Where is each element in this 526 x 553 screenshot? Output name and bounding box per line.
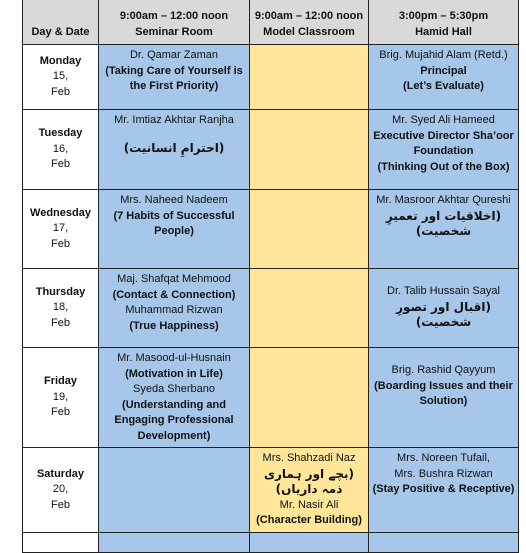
hamid-cell: Dr. Talib Hussain Sayal (اقبال اور تصورِ شخصیت) <box>369 269 519 348</box>
model-cell <box>250 269 369 348</box>
header-model-classroom <box>250 0 369 45</box>
hamid-cell: Brig. Rashid Qayyum (Boarding Issues and their Solution) <box>369 348 519 448</box>
header-row <box>23 0 519 45</box>
day-cell: Friday 19, Feb <box>23 348 99 448</box>
model-cell <box>250 45 369 110</box>
header-seminar-time: 9:00am – 12:00 noon <box>119 10 229 22</box>
seminar-cell: Maj. Shafqat Mehmood (Contact & Connection) Muhammad Rizwan (True Happiness) <box>99 269 250 348</box>
header-hamid-hall <box>369 0 519 45</box>
seminar-cell: Mr. Imtiaz Akhtar Ranjha (احترامِ انسانیت) <box>99 110 250 190</box>
model-cell <box>250 110 369 190</box>
seminar-cell <box>99 448 250 533</box>
model-cell <box>250 348 369 448</box>
seminar-cell <box>99 532 250 552</box>
day-cell: Saturday 20, Feb <box>23 448 99 533</box>
table-row <box>23 110 519 190</box>
header-day-date: Day & Date <box>23 0 99 45</box>
hamid-cell <box>369 532 519 552</box>
table-row <box>23 190 519 269</box>
hamid-cell: Brig. Mujahid Alam (Retd.) Principal (Let’s Evaluate) <box>369 45 519 110</box>
seminar-cell: Dr. Qamar Zaman (Taking Care of Yourself is the First Priority) <box>99 45 250 110</box>
day-cell: Tuesday 16, Feb <box>23 110 99 190</box>
table-row <box>23 532 519 552</box>
day-cell: Monday 15, Feb <box>23 45 99 110</box>
seminar-cell: Mrs. Naheed Nadeem (7 Habits of Successful People) <box>99 190 250 269</box>
header-hamid-place: Hamid Hall <box>415 25 472 38</box>
day-cell <box>23 532 99 552</box>
table-row <box>23 269 519 348</box>
header-seminar-room <box>99 0 250 45</box>
seminar-cell: Mr. Masood-ul-Husnain (Motivation in Life) Syeda Sherbano (Understanding and Engaging Professional Development) <box>99 348 250 448</box>
table-row <box>23 448 519 533</box>
model-cell <box>250 190 369 269</box>
hamid-cell: Mrs. Noreen Tufail, Mrs. Bushra Rizwan (Stay Positive & Receptive) <box>369 448 519 533</box>
schedule-table <box>22 0 519 553</box>
header-model-time: 9:00am – 12:00 noon <box>254 10 364 22</box>
header-seminar-place: Seminar Room <box>135 25 213 38</box>
table-row <box>23 348 519 448</box>
hamid-cell: Mr. Syed Ali Hameed Executive Director Sha’oor Foundation (Thinking Out of the Box) <box>369 110 519 190</box>
hamid-cell: Mr. Masroor Akhtar Qureshi (اخلاقیات اور تعمیرِ شخصیت) <box>369 190 519 269</box>
model-cell: Mrs. Shahzadi Naz (بچے اور ہماری ذمہ داریاں) Mr. Nasir Ali (Character Building) <box>250 448 369 533</box>
header-model-place: Model Classroom <box>263 25 355 38</box>
header-hamid-time: 3:00pm – 5:30pm <box>398 10 489 22</box>
day-cell: Wednesday 17, Feb <box>23 190 99 269</box>
model-cell <box>250 532 369 552</box>
table-row <box>23 45 519 110</box>
day-cell: Thursday 18, Feb <box>23 269 99 348</box>
